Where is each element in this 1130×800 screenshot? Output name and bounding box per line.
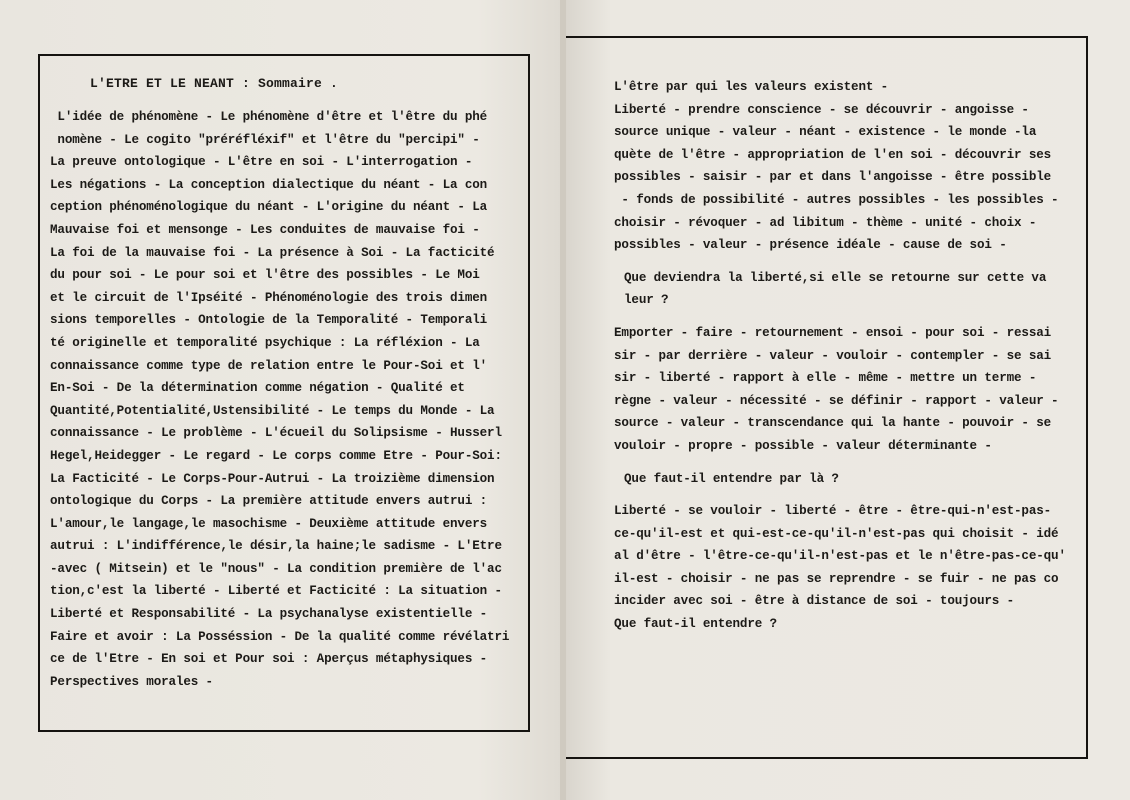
text-line: La Facticité - Le Corps-Pour-Autrui - La troizième dimension bbox=[50, 471, 495, 486]
keywords-text bbox=[614, 76, 1084, 646]
text-line: Que faut-il entendre par là ? bbox=[624, 471, 839, 486]
text-line: quète de l'être - appropriation de l'en soi - découvrir ses bbox=[614, 147, 1052, 162]
text-line: nomène - Le cogito "préréfléxif" et l'être du "percipi" - bbox=[50, 132, 480, 147]
text-line: té originelle et temporalité psychique : La réfléxion - La bbox=[50, 335, 480, 350]
text-line: Faire et avoir : La Posséssion - De la qualité comme révélatri bbox=[50, 629, 510, 644]
text-line: tion,c'est la liberté - Liberté et Facticité : La situation - bbox=[50, 584, 502, 599]
text-line: ce de l'Etre - En soi et Pour soi : Aperçus métaphysiques - bbox=[50, 652, 488, 667]
text-line: sions temporelles - Ontologie de la Temporalité - Temporali bbox=[50, 313, 488, 328]
keyword-paragraph bbox=[614, 322, 1084, 458]
text-line: autrui : L'indifférence,le désir,la haine;le sadisme - L'Etre bbox=[50, 539, 502, 554]
text-line: incider avec soi - être à distance de soi - toujours - bbox=[614, 594, 1015, 609]
keyword-paragraph bbox=[614, 500, 1084, 636]
text-line: connaissance - Le problème - L'écueil du Solipsisme - Husserl bbox=[50, 426, 502, 441]
text-line: source - valeur - transcendance qui la hante - pouvoir - se bbox=[614, 416, 1052, 431]
text-line: du pour soi - Le pour soi et l'être des possibles - Le Moi bbox=[50, 268, 480, 283]
text-line: Perspectives morales - bbox=[50, 674, 213, 689]
text-line: vouloir - propre - possible - valeur déterminante - bbox=[614, 438, 992, 453]
text-line: L'amour,le langage,le masochisme - Deuxième attitude envers bbox=[50, 516, 488, 531]
text-line: Liberté - se vouloir - liberté - être - être-qui-n'est-pas- bbox=[614, 504, 1052, 519]
text-line: Les négations - La conception dialectique du néant - La con bbox=[50, 177, 488, 192]
text-line: et le circuit de l'Ipséité - Phénoménologie des trois dimen bbox=[50, 290, 488, 305]
text-line: Liberté - prendre conscience - se découvrir - angoisse - bbox=[614, 102, 1029, 117]
text-line: Que faut-il entendre ? bbox=[614, 617, 777, 632]
text-line: La foi de la mauvaise foi - La présence à Soi - La facticité bbox=[50, 245, 495, 260]
text-line: En-Soi - De la détermination comme négation - Qualité et bbox=[50, 381, 465, 396]
text-line: ception phénoménologique du néant - L'origine du néant - La bbox=[50, 200, 488, 215]
text-line: Hegel,Heidegger - Le regard - Le corps comme Etre - Pour-Soi: bbox=[50, 448, 502, 463]
text-line: choisir - révoquer - ad libitum - thème - unité - choix - bbox=[614, 215, 1037, 230]
left-page-frame bbox=[38, 54, 530, 732]
text-line: Que deviendra la liberté,si elle se retourne sur cette va bbox=[624, 270, 1047, 285]
text-line: possibles - saisir - par et dans l'angoisse - être possible bbox=[614, 170, 1052, 185]
text-line: sir - par derrière - valeur - vouloir - contempler - se sai bbox=[614, 348, 1052, 363]
text-line: il-est - choisir - ne pas se reprendre - se fuir - ne pas co bbox=[614, 571, 1059, 586]
text-line: La preuve ontologique - L'être en soi - L'interrogation - bbox=[50, 155, 473, 170]
text-line: règne - valeur - nécessité - se définir - rapport - valeur - bbox=[614, 393, 1059, 408]
text-line: ontologique du Corps - La première attitude envers autrui : bbox=[50, 494, 488, 509]
text-line: Emporter - faire - retournement - ensoi - pour soi - ressai bbox=[614, 325, 1052, 340]
text-line: connaissance comme type de relation entre le Pour-Soi et l' bbox=[50, 358, 488, 373]
text-line: ce-qu'il-est et qui-est-ce-qu'il-n'est-pas qui choisit - idé bbox=[614, 526, 1059, 541]
question-paragraph bbox=[624, 267, 1084, 312]
text-line: sir - liberté - rapport à elle - même - mettre un terme - bbox=[614, 371, 1037, 386]
text-line: -avec ( Mitsein) et le "nous" - La condition première de l'ac bbox=[50, 561, 502, 576]
text-line: L'être par qui les valeurs existent - bbox=[614, 80, 889, 94]
keyword-paragraph bbox=[614, 76, 1084, 257]
page-title: L'ETRE ET LE NEANT : Sommaire . bbox=[90, 76, 339, 91]
text-line: leur ? bbox=[624, 293, 669, 308]
text-line: Quantité,Potentialité,Ustensibilité - Le temps du Monde - La bbox=[50, 403, 495, 418]
text-line: al d'être - l'être-ce-qu'il-n'est-pas et le n'être-pas-ce-qu' bbox=[614, 549, 1066, 564]
text-line: Mauvaise foi et mensonge - Les conduites de mauvaise foi - bbox=[50, 222, 480, 237]
text-line: source unique - valeur - néant - existence - le monde -la bbox=[614, 125, 1037, 140]
text-line: - fonds de possibilité - autres possibles - les possibles - bbox=[614, 192, 1059, 207]
text-line: Liberté et Responsabilité - La psychanalyse existentielle - bbox=[50, 607, 488, 622]
question-paragraph bbox=[624, 468, 1084, 491]
right-page bbox=[566, 0, 1130, 800]
text-line: possibles - valeur - présence idéale - cause de soi - bbox=[614, 238, 1007, 253]
left-page bbox=[0, 0, 562, 800]
right-page-frame bbox=[566, 36, 1088, 759]
text-line: L'idée de phénomène - Le phénomène d'être et l'être du phé bbox=[50, 110, 488, 124]
summary-text bbox=[50, 106, 520, 693]
